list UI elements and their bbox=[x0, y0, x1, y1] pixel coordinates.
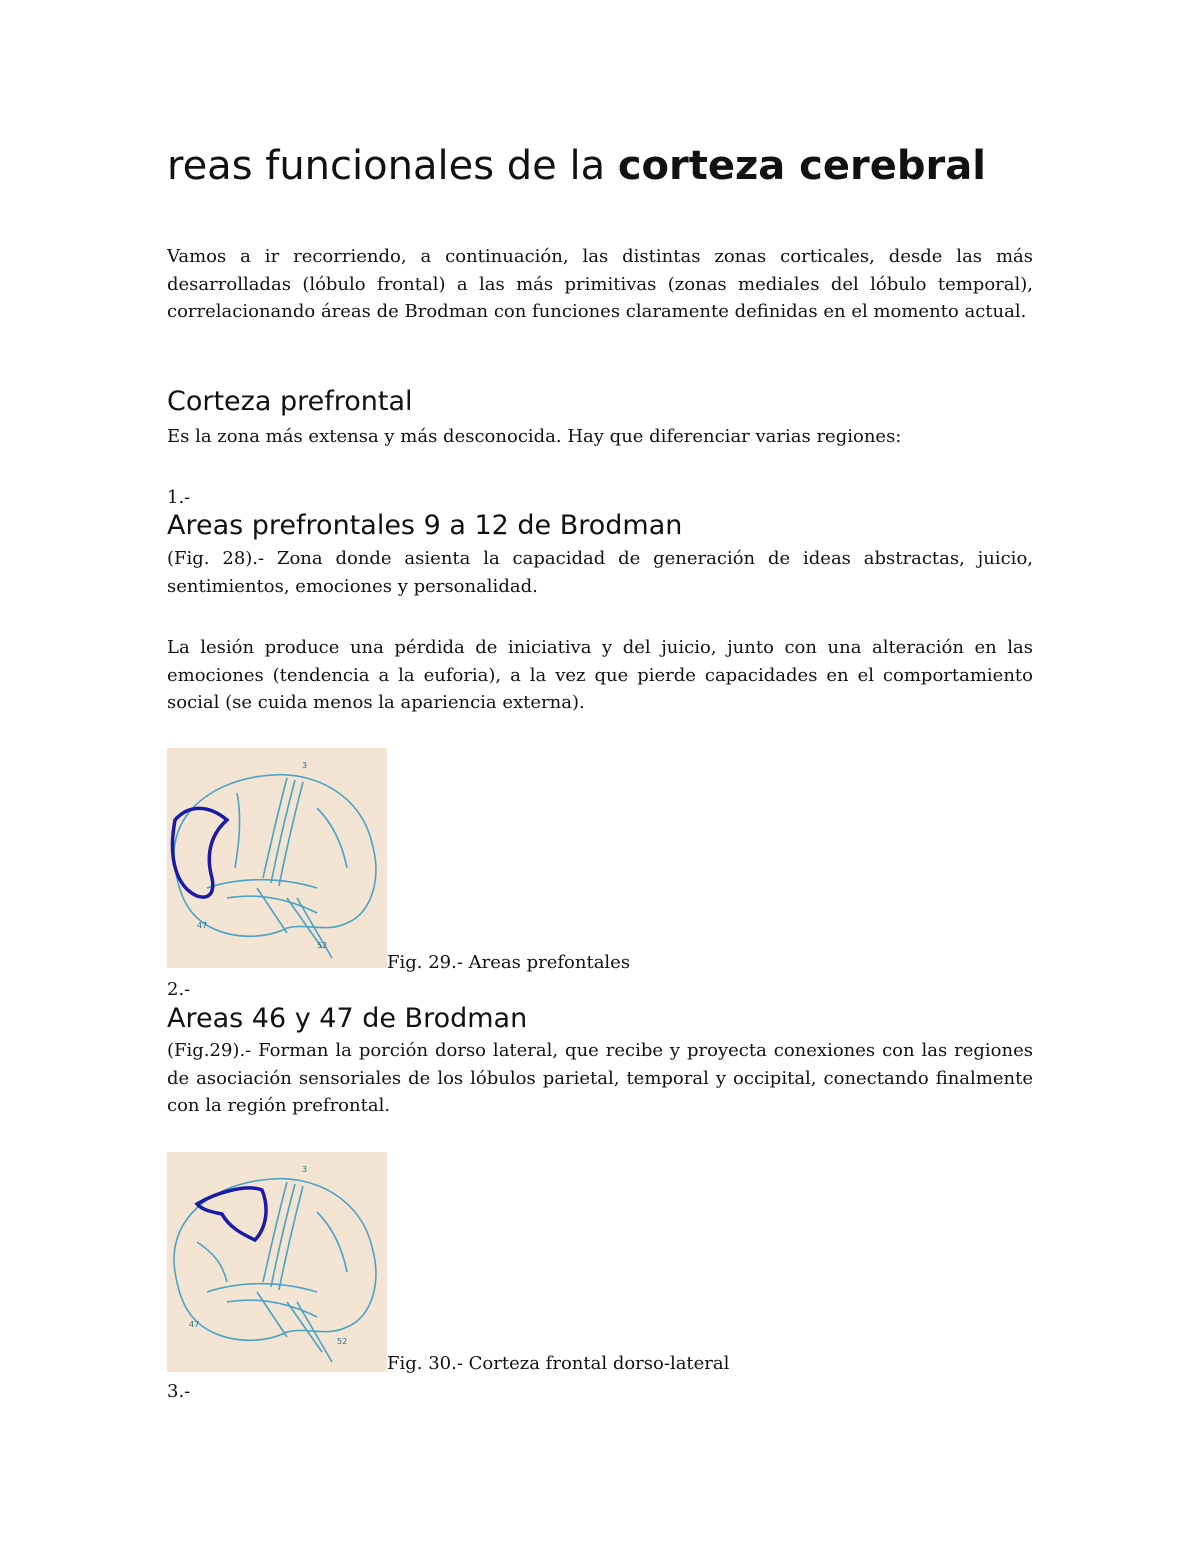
list-number-2: 2.- bbox=[167, 979, 191, 1000]
list-number-1: 1.- bbox=[167, 487, 191, 508]
section-intro-text: Es la zona más extensa y más desconocida. Hay que diferenciar varias regiones: bbox=[167, 426, 902, 447]
brain-figure-dorsolateral bbox=[167, 1152, 387, 1372]
title-bold: corteza cerebral bbox=[617, 143, 986, 189]
svg-text:3: 3 bbox=[302, 761, 308, 770]
item2-text: (Fig.29).- Forman la porción dorso lateral, que recibe y proyecta conexiones con las regiones de asociación sensoriales de los lóbulos parietal, temporal y occipital, conectando finalmente con la región prefrontal. bbox=[167, 1040, 1033, 1116]
figure-caption-29: Fig. 29.- Areas prefontales bbox=[387, 952, 631, 973]
intro-paragraph: Vamos a ir recorriendo, a continuación, las distintas zonas corticales, desde las más desarrolladas (lóbulo frontal) a las más primitivas (zonas mediales del lóbulo temporal), correlacionando áreas de Brodman con funciones claramente definidas en el momento actual. bbox=[167, 246, 1033, 322]
svg-text:47: 47 bbox=[189, 1320, 200, 1329]
svg-text:3: 3 bbox=[302, 1165, 308, 1174]
item1-lesion-text: La lesión produce una pérdida de iniciativa y del juicio, junto con una alteración en las emociones (tendencia a la euforia), a la vez que pierde capacidades en el comportamiento social (se cuida menos la apariencia externa). bbox=[167, 637, 1033, 713]
title-regular: reas funcionales de la bbox=[167, 143, 618, 189]
svg-text:47: 47 bbox=[197, 921, 208, 930]
svg-text:52: 52 bbox=[317, 941, 328, 950]
item2-heading: Areas 46 y 47 de Brodman bbox=[167, 1003, 528, 1034]
page-title bbox=[167, 140, 1047, 192]
section-heading-prefrontal: Corteza prefrontal bbox=[167, 386, 413, 417]
item1-heading: Areas prefrontales 9 a 12 de Brodman bbox=[167, 510, 683, 541]
brain-figure-prefrontal bbox=[167, 748, 387, 968]
item1-text: (Fig. 28).- Zona donde asienta la capacidad de generación de ideas abstractas, juicio, sentimientos, emociones y personalidad. bbox=[167, 548, 1033, 597]
svg-text:52: 52 bbox=[337, 1337, 348, 1346]
figure-caption-30: Fig. 30.- Corteza frontal dorso-lateral bbox=[387, 1353, 730, 1374]
list-number-3: 3.- bbox=[167, 1381, 191, 1402]
